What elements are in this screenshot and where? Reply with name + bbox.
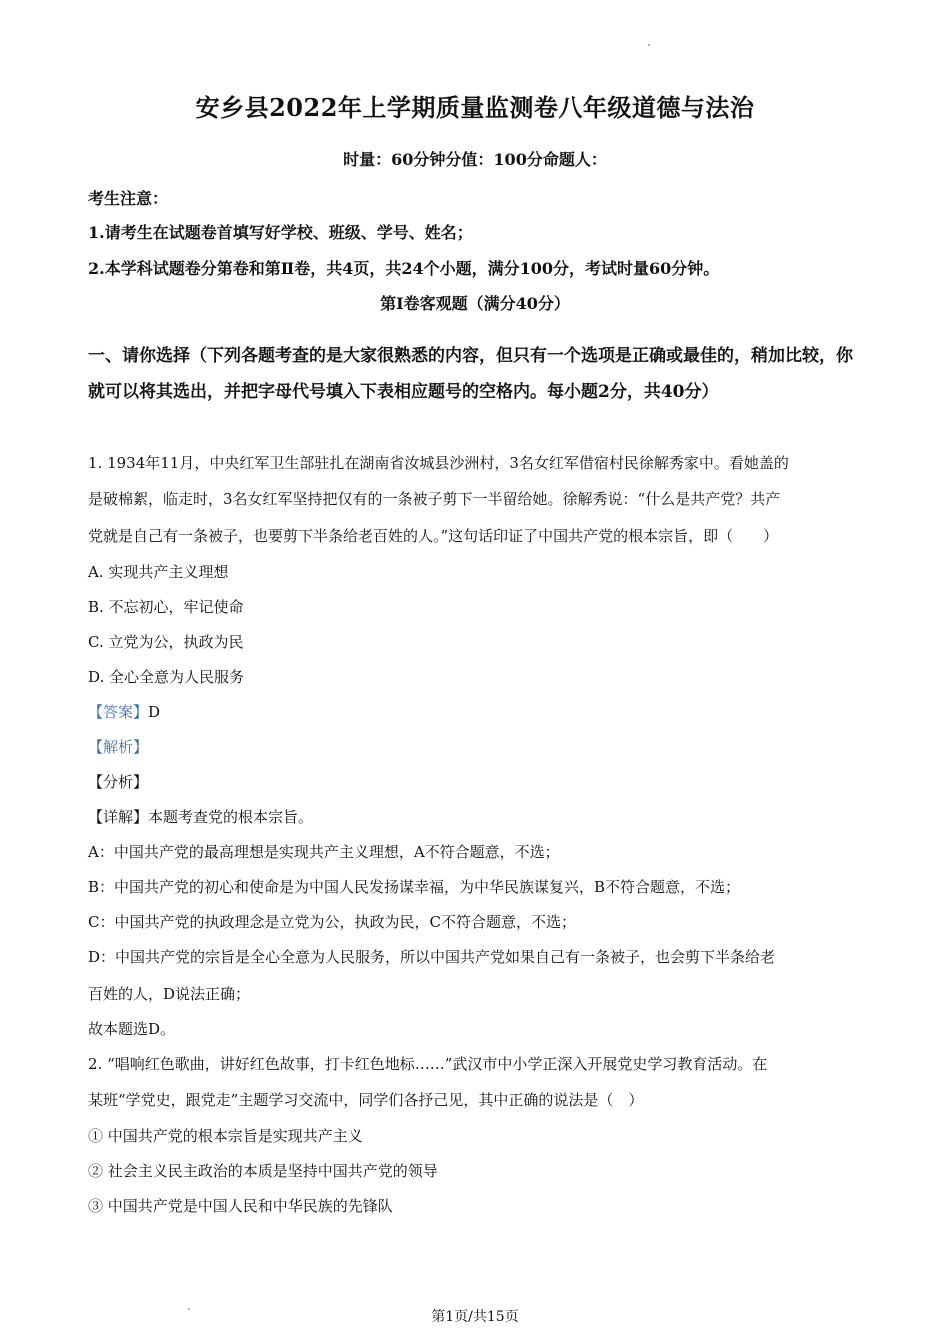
detail-tag: 【详解】 xyxy=(88,808,149,826)
q1-option-a: A. 实现共产主义理想 xyxy=(88,563,229,581)
q1-stem-line: 1. 1934年11月，中央红军卫生部驻扎在湖南省汝城县沙洲村，3名女红军借宿村民徐解秀家中。看她盖的 xyxy=(88,454,789,472)
q1-explanation-b: B：中国共产党的初心和使命是为中国人民发扬谋幸福，为中华民族谋复兴，B不符合题意，不选； xyxy=(88,878,741,896)
exam-title: 安乡县2022年上学期质量监测卷八年级道德与法治 xyxy=(195,93,755,122)
q1-option-d: D. 全心全意为人民服务 xyxy=(88,668,245,686)
scan-dot xyxy=(648,44,650,46)
q1-option-b: B. 不忘初心，牢记使命 xyxy=(88,598,244,616)
q1-option-c: C. 立党为公，执政为民 xyxy=(88,633,244,651)
q2-stem-line: 2. “唱响红色歌曲，讲好红色故事，打卡红色地标……”武汉市中小学正深入开展党史学习教育活动。在 xyxy=(88,1055,768,1073)
answer-value: D xyxy=(148,703,161,721)
q1-explanation-d-cont: 百姓的人，D说法正确； xyxy=(88,985,251,1003)
notice-heading: 考生注意： xyxy=(88,189,169,208)
q2-item-2: ② 社会主义民主政治的本质是坚持中国共产党的领导 xyxy=(88,1162,438,1180)
q1-explanation-a: A：中国共产党的最高理想是实现共产主义理想，A不符合题意，不选； xyxy=(88,843,560,861)
q1-explanation-d: D：中国共产党的宗旨是全心全意为人民服务，所以中国共产党如果自己有一条被子，也会剪下半条给老 xyxy=(88,948,776,966)
detail-text: 本题考查党的根本宗旨。 xyxy=(148,808,314,826)
section-1-heading: 一、请你选择（下列各题考查的是大家很熟悉的内容，但只有一个选项是正确或最佳的，稍加比较，你就可以将其选出，并把字母代号填入下表相应题号的空格内。每小题2分，共40分） xyxy=(88,346,853,402)
q1-stem-line: 党就是自己有一条被子，也要剪下半条给老百姓的人。”这句话印证了中国共产党的根本宗旨，即（ ） xyxy=(88,527,779,545)
q1-explanation-c: C：中国共产党的执政理念是立党为公，执政为民，C不符合题意，不选； xyxy=(88,913,576,931)
q1-answer xyxy=(88,701,160,722)
notice-item-1: 1.请考生在试题卷首填写好学校、班级、学号、姓名； xyxy=(88,223,473,242)
q1-fenxi-tag: 【分析】 xyxy=(88,773,149,791)
answer-tag: 【答案】 xyxy=(88,703,149,721)
q1-analysis-tag: 【解析】 xyxy=(88,738,149,756)
exam-subtitle: 时量：60分钟分值：100分命题人： xyxy=(343,150,607,169)
q1-stem-line: 是破棉絮，临走时，3名女红军坚持把仅有的一条被子剪下一半留给她。徐解秀说：“什么是共产党？共产 xyxy=(88,490,781,508)
notice-item-2: 2.本学科试题卷分第卷和第Ⅱ卷，共4页，共24个小题，满分100分，考试时量60分钟。 xyxy=(88,259,720,278)
q2-stem-line: 某班“学党史，跟党走”主题学习交流中，同学们各抒己见，其中正确的说法是（ ） xyxy=(88,1091,644,1109)
q1-detail xyxy=(88,806,313,827)
volume-title: 第Ⅰ卷客观题（满分40分） xyxy=(380,294,570,313)
page-footer: 第1页/共15页 xyxy=(431,1309,519,1325)
q2-item-1: ① 中国共产党的根本宗旨是实现共产主义 xyxy=(88,1127,363,1145)
q1-conclusion: 故本题选D。 xyxy=(88,1020,176,1038)
q2-item-3: ③ 中国共产党是中国人民和中华民族的先锋队 xyxy=(88,1197,393,1215)
